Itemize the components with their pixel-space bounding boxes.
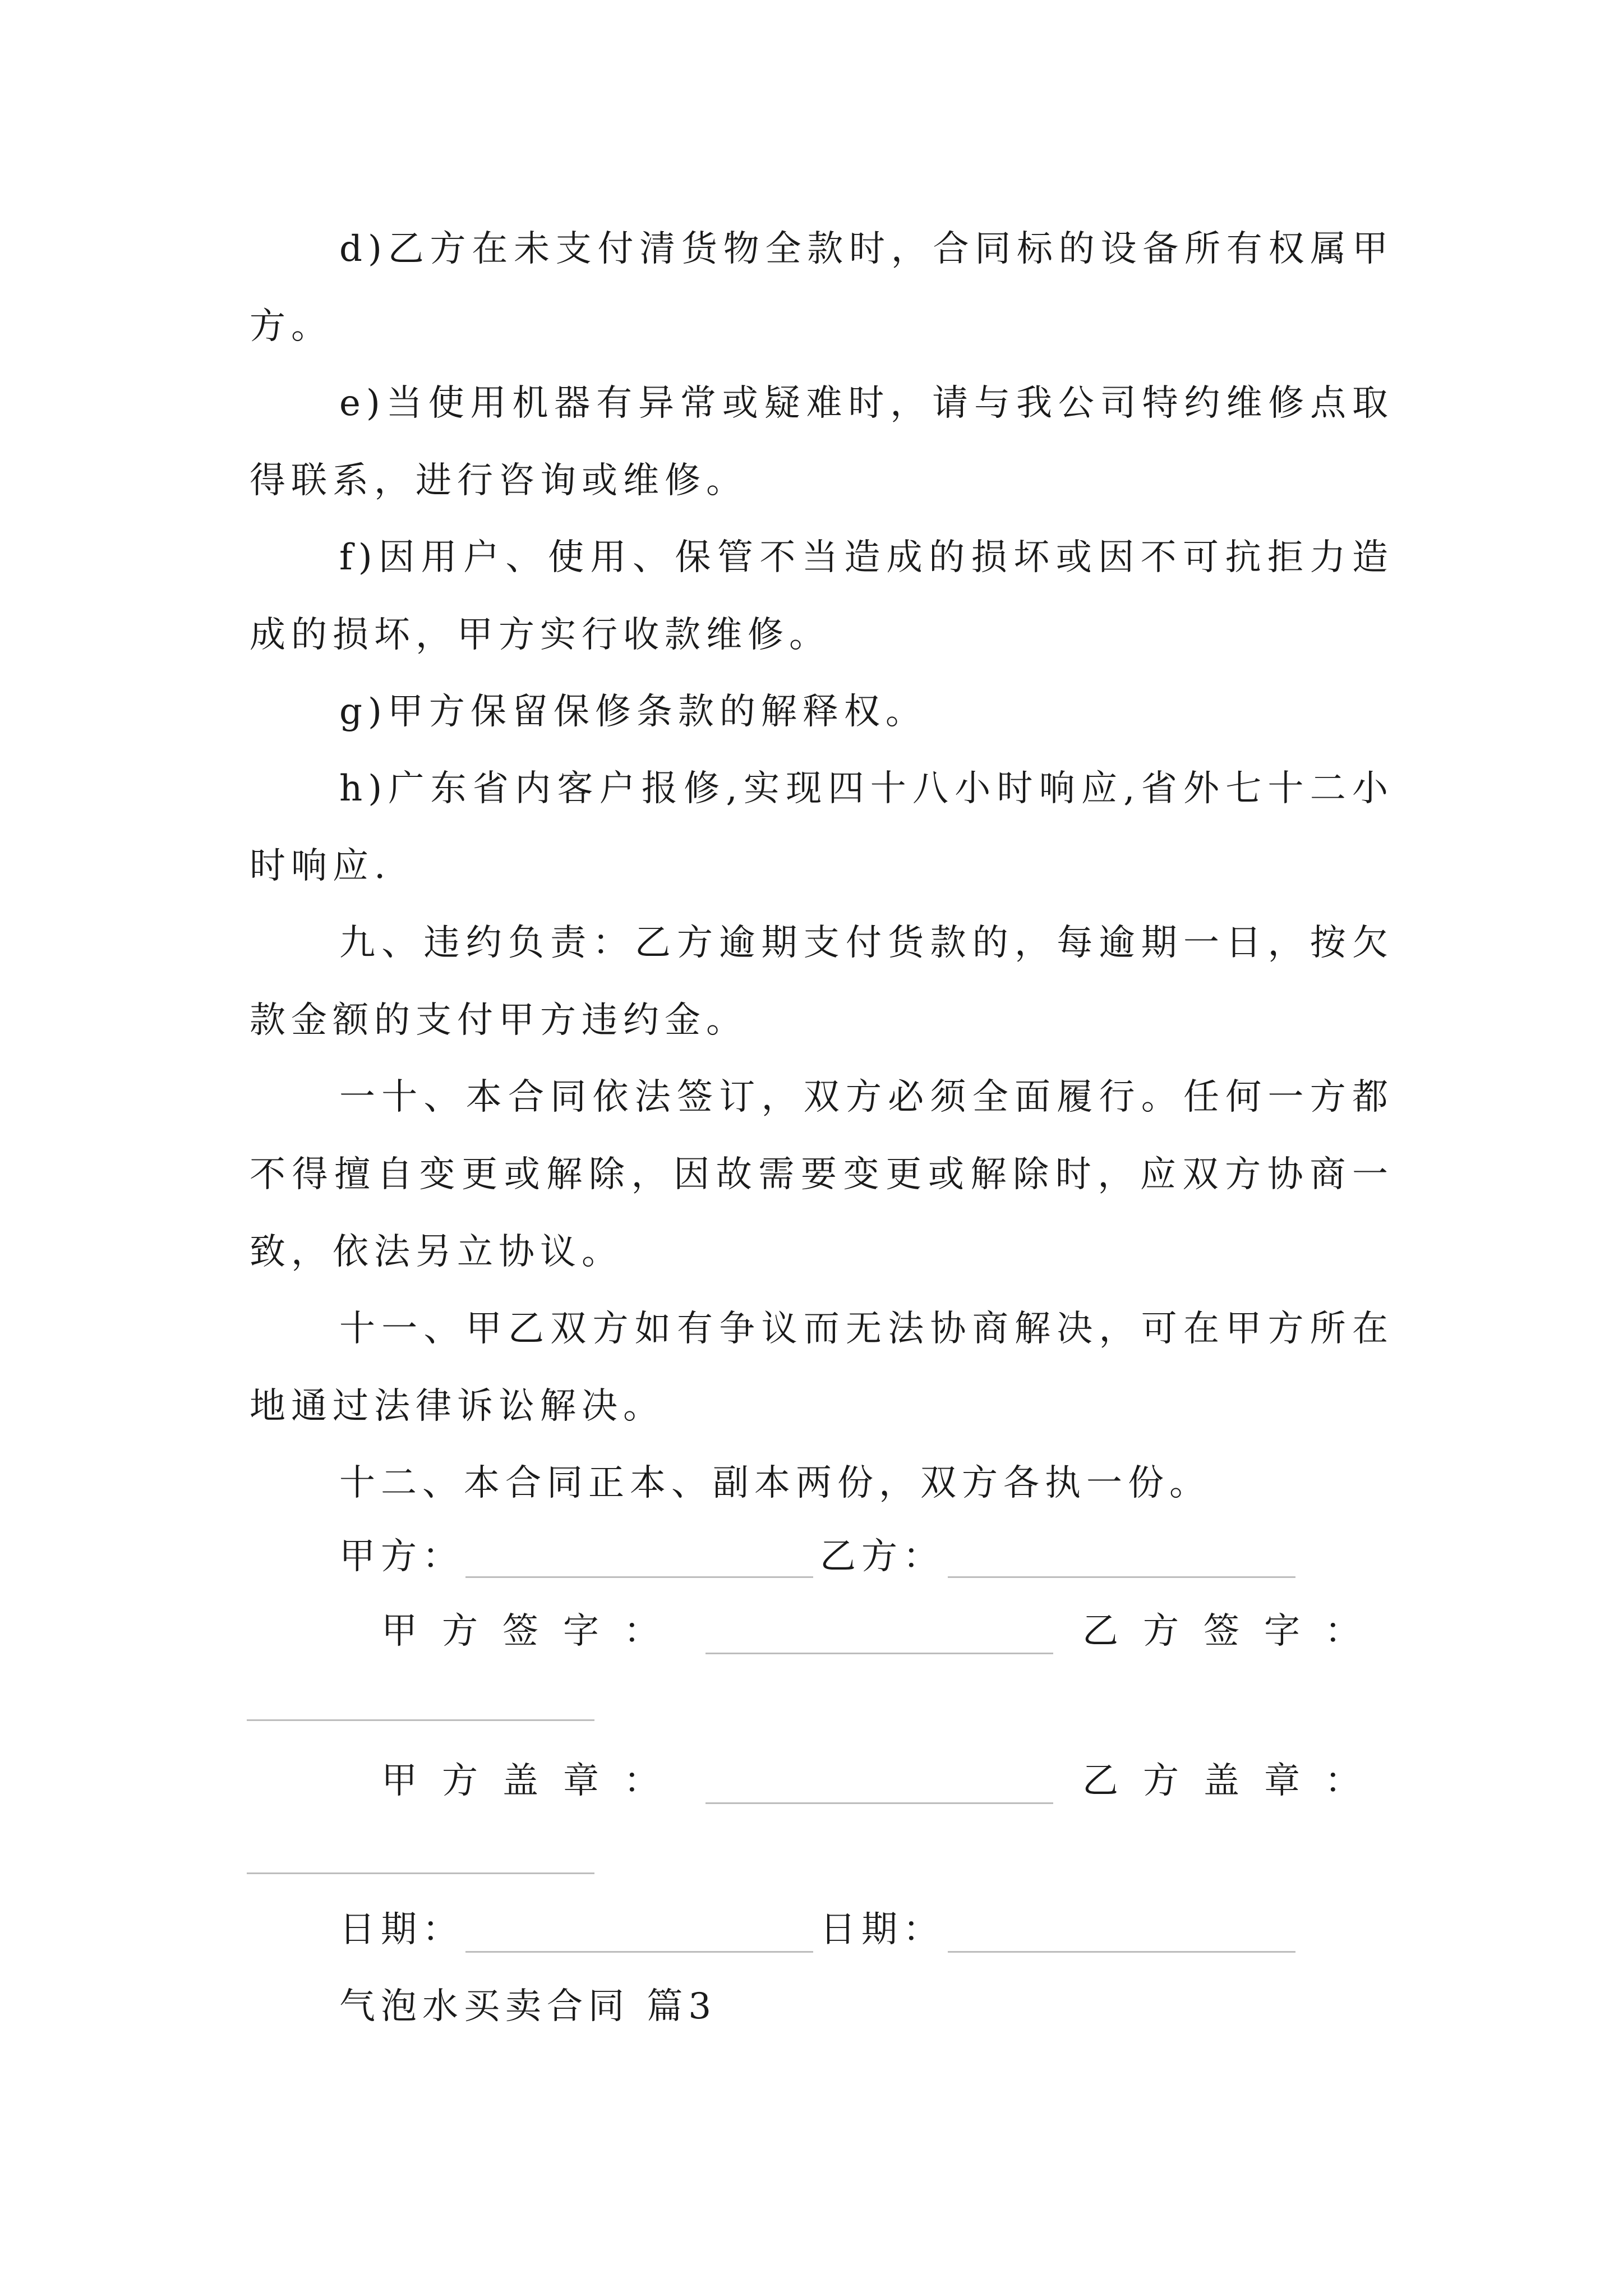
next-section-heading: 气泡水买卖合同 篇3: [339, 1986, 717, 2027]
party-b-label: 乙方：: [820, 1536, 944, 1577]
clause-e: e)当使用机器有异常或疑难时，请与我公司特约维修点取得联系，进行咨询或维修。: [250, 383, 1394, 501]
party-b-sign-blank[interactable]: [247, 1719, 594, 1721]
party-b-blank[interactable]: [948, 1576, 1295, 1578]
party-b-seal-blank[interactable]: [247, 1872, 594, 1874]
clause-9-breach: 九、违约负责：乙方逾期支付货款的，每逾期一日，按欠款金额的支付甲方违约金。: [250, 922, 1394, 1041]
party-a-label: 甲方：: [339, 1536, 464, 1577]
clause-11-dispute: 十一、甲乙双方如有争议而无法协商解决，可在甲方所在地通过法律诉讼解决。: [250, 1308, 1394, 1427]
party-b-seal-label: 乙方盖章：: [1082, 1760, 1385, 1802]
party-a-seal-label: 甲方盖章：: [381, 1760, 684, 1802]
party-b-sign-label: 乙方签字：: [1082, 1611, 1385, 1652]
clause-d: d)乙方在未支付清货物全款时，合同标的设备所有权属甲方。: [250, 228, 1394, 347]
date-b-label: 日期：: [820, 1909, 944, 1950]
party-a-seal-blank[interactable]: [706, 1802, 1053, 1804]
clause-h: h)广东省内客户报修,实现四十八小时响应,省外七十二小时响应.: [250, 768, 1394, 887]
clause-12-copies: 十二、本合同正本、副本两份，双方各执一份。: [339, 1462, 1211, 1504]
date-a-blank[interactable]: [465, 1951, 813, 1953]
party-a-sign-blank[interactable]: [706, 1653, 1053, 1654]
party-a-blank[interactable]: [465, 1576, 813, 1578]
clause-f: f)因用户、使用、保管不当造成的损坏或因不可抗拒力造成的损坏，甲方实行收款维修。: [250, 537, 1394, 656]
date-a-label: 日期：: [339, 1909, 464, 1950]
date-b-blank[interactable]: [948, 1951, 1295, 1953]
clause-10-validity: 一十、本合同依法签订，双方必须全面履行。任何一方都不得擅自变更或解除，因故需要变更或解除时，应双方协商一致，依法另立协议。: [250, 1076, 1394, 1273]
clause-g: g)甲方保留保修条款的解释权。: [339, 691, 927, 733]
party-a-sign-label: 甲方签字：: [381, 1611, 684, 1652]
